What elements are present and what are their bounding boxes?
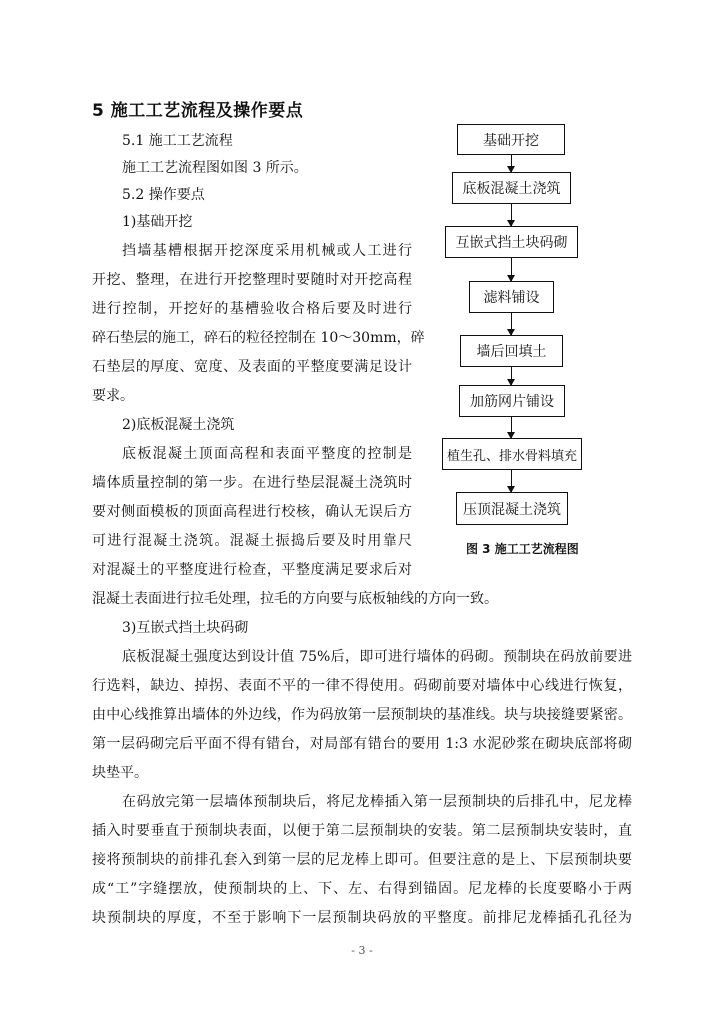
flow-arrow	[511, 417, 512, 438]
text-line: 进行控制，开挖好的基槽验收合格后要及时进行	[92, 301, 412, 317]
flow-step-filter-laying: 滤料铺设	[469, 281, 554, 313]
text-line: 对混凝土的平整度进行检查，平整度满足要求后对	[92, 562, 412, 578]
text-line: 混凝土表面进行拉毛处理，拉毛的方向要与底板轴线的方向一致。	[92, 591, 498, 607]
flow-step-block-masonry: 互嵌式挡土块码砌	[445, 226, 578, 258]
subheading-2: 2)底板混凝土浇筑	[122, 417, 235, 433]
page-number: - 3 -	[351, 944, 373, 957]
text-line: 行选料，缺边、掉拐、表面不平的一律不得使用。码砌前要对墙体中心线进行恢复，	[92, 678, 632, 694]
subheading-1: 1)基础开挖	[122, 214, 193, 230]
subheading-5-2: 5.2 操作要点	[122, 187, 205, 203]
text-line: 要对侧面模板的顶面高程进行校核，确认无误后方	[92, 504, 412, 520]
flow-arrow	[511, 313, 512, 335]
text-line: 底板混凝土顶面高程和表面平整度的控制是	[122, 446, 412, 462]
text-line: 插入时要垂直于预制块表面，以便于第二层预制块的安装。第二层预制块安装时，直	[92, 823, 632, 839]
flow-arrow	[511, 258, 512, 281]
text-line: 块预制块的厚度，不至于影响下一层预制块码放的平整度。前排尼龙棒插孔孔径为	[92, 910, 632, 926]
text-line: 成“工”字缝摆放，使预制块的上、下、左、右得到锚固。尼龙棒的长度要略小于两	[92, 881, 632, 897]
section-heading: 5 施工工艺流程及操作要点	[92, 101, 304, 121]
flow-arrow	[511, 367, 512, 385]
text-line: 墙体质量控制的第一步。在进行垫层混凝土浇筑时	[92, 475, 412, 491]
figure-caption: 图 3 施工工艺流程图	[466, 542, 579, 556]
text-line: 挡墙基槽根据开挖深度采用机械或人工进行	[122, 243, 412, 259]
text-line: 碎石垫层的施工，碎石的粒径控制在 10～30mm，碎	[92, 330, 425, 346]
text-line: 第一层码砌完后平面不得有错台，对局部有错台的要用 1:3 水泥砂浆在砌块底部将砌	[92, 736, 632, 752]
text-line: 要求。	[92, 388, 134, 404]
text-line: 开挖、整理，在进行开挖整理时要随时对开挖高程	[92, 272, 412, 288]
text-line: 由中心线推算出墙体的外边线，作为码放第一层预制块的基准线。块与块接缝要紧密。	[92, 707, 632, 723]
flow-step-coping-concrete: 压顶混凝土浇筑	[456, 492, 568, 525]
text-line: 在码放完第一层墙体预制块后，将尼龙棒插入第一层预制块的后排孔中，尼龙棒	[122, 794, 632, 810]
subheading-3: 3)互嵌式挡土块码砌	[122, 620, 249, 636]
flow-arrow	[511, 470, 512, 492]
flow-step-planting-drainage: 植生孔、排水骨料填充	[442, 438, 582, 470]
flow-step-mesh-laying: 加筋网片铺设	[459, 385, 565, 417]
text-line: 可进行混凝土浇筑。混凝土振捣后要及时用靠尺	[92, 533, 412, 549]
text-line: 块垫平。	[92, 765, 148, 781]
flow-step-base-concrete: 底板混凝土浇筑	[452, 172, 571, 204]
text-line: 底板混凝土强度达到设计值 75%后，即可进行墙体的码砌。预制块在码放前要进	[122, 649, 632, 665]
text-line: 石垫层的厚度、宽度、及表面的平整度要满足设计	[92, 359, 412, 375]
text-line: 施工工艺流程图如图 3 所示。	[122, 160, 308, 176]
subheading-5-1: 5.1 施工工艺流程	[122, 133, 233, 149]
text-line: 接将预制块的前排孔套入到第一层的尼龙棒上即可。但要注意的是上、下层预制块要	[92, 852, 632, 868]
flow-arrow	[511, 155, 512, 172]
flow-arrow	[511, 204, 512, 226]
flow-step-backfill: 墙后回填土	[460, 335, 563, 367]
flow-step-foundation-excavation: 基础开挖	[457, 124, 565, 155]
